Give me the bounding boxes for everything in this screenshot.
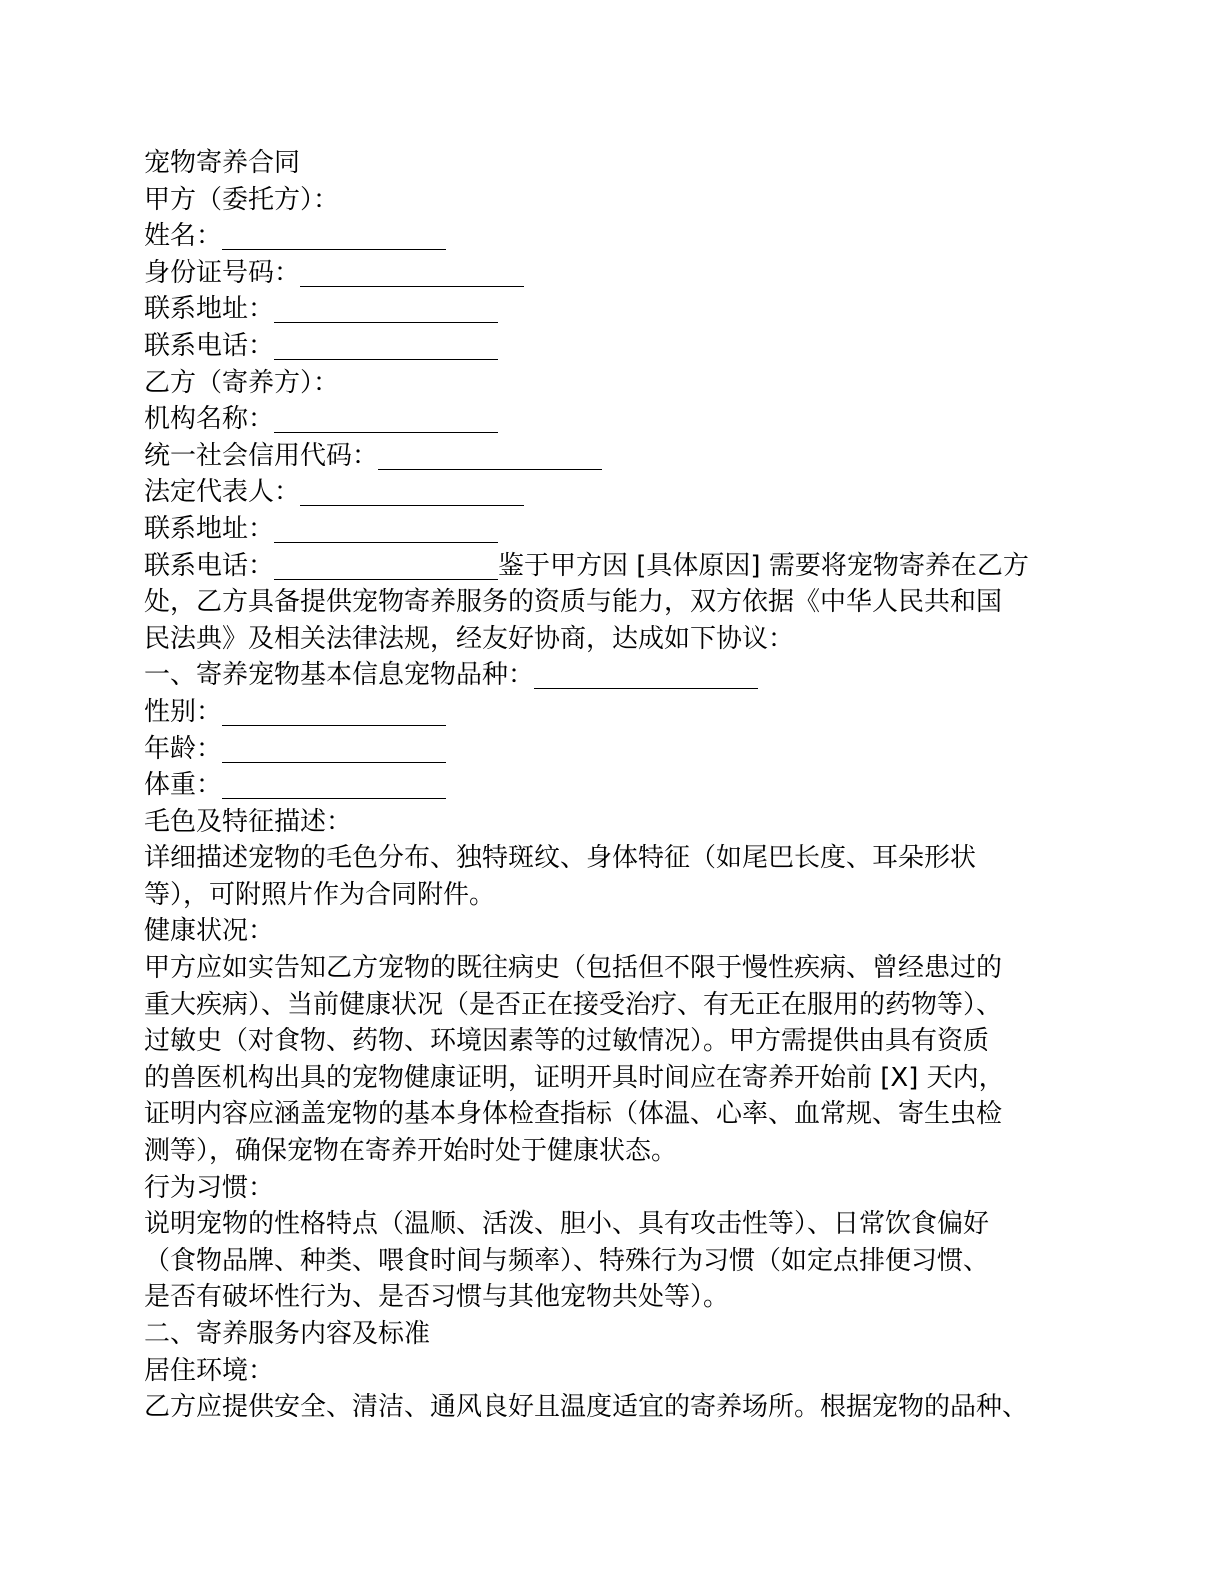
section1-heading: 一、寄养宠物基本信息宠物品种： <box>144 660 535 691</box>
behavior-paragraph-line: （食物品牌、种类、喂食时间与频率）、特殊行为习惯（如定点排便习惯、 <box>144 1245 990 1276</box>
pet-breed-field[interactable] <box>534 660 758 689</box>
party-b-heading: 乙方（寄养方）： <box>144 367 340 398</box>
pet-sex-row <box>144 694 1084 731</box>
pet-age-row <box>144 731 1084 768</box>
health-paragraph-line: 测等），确保宠物在寄养开始时处于健康状态。 <box>144 1136 678 1167</box>
party-a-heading: 甲方（委托方）： <box>144 184 340 215</box>
behavior-paragraph-line: 说明宠物的性格特点（温顺、活泼、胆小、具有攻击性等）、日常饮食偏好 <box>144 1209 990 1240</box>
health-paragraph-line: 证明内容应涵盖宠物的基本身体检查指标（体温、心率、血常规、寄生虫检 <box>144 1099 1003 1130</box>
party-b-address-label: 联系地址： <box>144 513 275 544</box>
environment-paragraph-line: 乙方应提供安全、清洁、通风良好且温度适宜的寄养场所。根据宠物的品种、 <box>144 1392 1029 1423</box>
party-a-name-label: 姓名： <box>144 221 223 252</box>
preamble-line: 处，乙方具备提供宠物寄养服务的资质与能力，双方依据《中华人民共和国 <box>144 587 1003 618</box>
party-a-name-row <box>144 218 1084 255</box>
fur-heading: 毛色及特征描述： <box>144 806 353 837</box>
pet-sex-label: 性别： <box>144 696 223 727</box>
party-b-address-field[interactable] <box>274 514 498 543</box>
party-b-credit-field[interactable] <box>378 441 602 470</box>
section1-heading-row <box>144 657 1084 694</box>
party-a-name-field[interactable] <box>222 221 446 250</box>
party-b-phone-row <box>144 548 1084 585</box>
party-a-address-field[interactable] <box>274 294 498 323</box>
fur-paragraph-line: 详细描述宠物的毛色分布、独特斑纹、身体特征（如尾巴长度、耳朵形状 <box>144 843 977 874</box>
section2-heading: 二、寄养服务内容及标准 <box>144 1319 431 1349</box>
document-title: 宠物寄养合同 <box>144 148 301 178</box>
preamble-line: 鉴于甲方因 [具体原因] 需要将宠物寄养在乙方 <box>498 550 1029 581</box>
party-b-credit-row <box>144 438 1084 475</box>
pet-age-field[interactable] <box>222 734 446 763</box>
health-paragraph-line: 的兽医机构出具的宠物健康证明，证明开具时间应在寄养开始前 [X] 天内， <box>144 1062 1005 1093</box>
pet-age-label: 年龄： <box>144 733 223 764</box>
health-paragraph-line: 甲方应如实告知乙方宠物的既往病史（包括但不限于慢性疾病、曾经患过的 <box>144 953 1003 984</box>
pet-weight-field[interactable] <box>222 770 446 799</box>
party-b-phone-field[interactable] <box>274 551 498 580</box>
fur-paragraph-line: 等），可附照片作为合同附件。 <box>144 879 496 910</box>
party-b-legal-rep-field[interactable] <box>300 477 524 506</box>
party-b-org-label: 机构名称： <box>144 404 275 435</box>
pet-weight-label: 体重： <box>144 770 223 801</box>
party-a-id-label: 身份证号码： <box>144 257 301 288</box>
preamble-line: 民法典》及相关法律法规，经友好协商，达成如下协议： <box>144 623 795 654</box>
party-b-phone-label: 联系电话： <box>144 550 275 581</box>
party-b-org-row <box>144 401 1084 438</box>
environment-heading: 居住环境： <box>144 1355 275 1386</box>
behavior-heading: 行为习惯： <box>144 1172 275 1203</box>
health-paragraph-line: 重大疾病）、当前健康状况（是否正在接受治疗、有无正在服用的药物等）、 <box>144 989 1003 1020</box>
party-b-legal-rep-label: 法定代表人： <box>144 477 301 508</box>
party-a-phone-label: 联系电话： <box>144 330 275 361</box>
pet-weight-row <box>144 767 1084 804</box>
health-heading: 健康状况： <box>144 916 275 947</box>
party-a-id-field[interactable] <box>300 258 524 287</box>
behavior-paragraph-line: 是否有破坏性行为、是否习惯与其他宠物共处等）。 <box>144 1282 730 1313</box>
party-a-address-row <box>144 291 1084 328</box>
health-paragraph-line: 过敏史（对食物、药物、环境因素等的过敏情况）。甲方需提供由具有资质 <box>144 1026 990 1057</box>
party-a-phone-row <box>144 328 1084 365</box>
party-b-org-field[interactable] <box>274 404 498 433</box>
party-b-legal-rep-row <box>144 474 1084 511</box>
party-a-phone-field[interactable] <box>274 331 498 360</box>
party-a-id-row <box>144 255 1084 292</box>
party-b-credit-label: 统一社会信用代码： <box>144 440 379 471</box>
party-a-address-label: 联系地址： <box>144 294 275 325</box>
contract-document <box>144 145 1084 1426</box>
pet-sex-field[interactable] <box>222 697 446 726</box>
party-b-address-row <box>144 511 1084 548</box>
